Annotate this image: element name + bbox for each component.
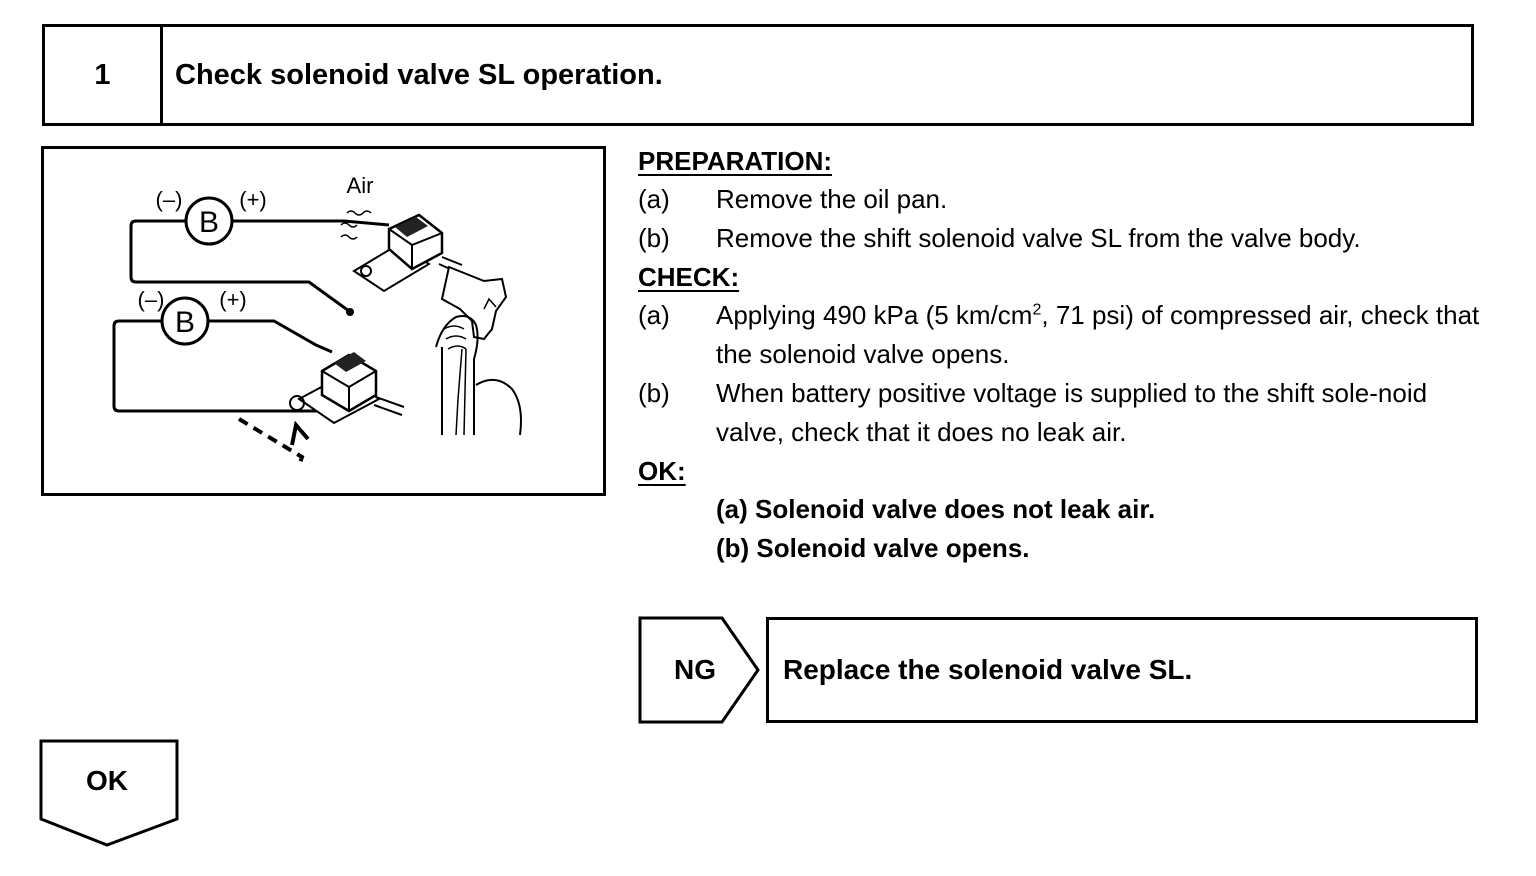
air-flow-icon	[341, 211, 371, 239]
solenoid-test-illustration	[41, 146, 606, 496]
bolt-arrow-icon	[292, 425, 308, 445]
illustration-svg	[44, 149, 603, 493]
ok-label: OK	[86, 765, 128, 796]
plus-label-lower: (+)	[219, 287, 247, 312]
air-label: Air	[346, 173, 374, 198]
ok-spec-heading: OK:	[638, 456, 686, 486]
ok-tag	[39, 739, 181, 849]
minus-label-lower: (–)	[137, 287, 165, 312]
item-text: Remove the oil pan.	[716, 184, 948, 214]
check-heading: CHECK:	[638, 262, 740, 292]
item-label: (a)	[638, 300, 670, 330]
item-label: (a)	[638, 184, 670, 214]
item-text: Remove the shift solenoid valve SL from the valve body.	[716, 223, 1361, 253]
procedure-text	[638, 142, 1488, 568]
superscript: 2	[1032, 301, 1042, 319]
terminal-dot-upper	[346, 308, 354, 316]
air-gun-hand-icon	[436, 267, 521, 435]
ng-tag	[638, 616, 762, 724]
item-label: (b)	[638, 378, 670, 408]
item-text: Applying 490 kPa (5 $km/cm^2$, 71 psi) of compressed air, check that the solenoid valve opens.	[716, 300, 1480, 369]
ng-label: NG	[674, 654, 716, 685]
lower-positive-wire	[207, 321, 332, 352]
preparation-item	[638, 180, 1488, 219]
item-text: When battery positive voltage is supplied to the shift sole-noid valve, check that it does no leak air.	[716, 378, 1428, 447]
battery-label-upper: B	[198, 206, 220, 239]
plus-label-upper: (+)	[239, 187, 267, 212]
ok-spec-line: (a) Solenoid valve does not leak air.	[716, 494, 1156, 524]
step-number: 1	[45, 27, 163, 123]
lower-circuit-wire	[114, 321, 319, 411]
minus-label-upper: (–)	[155, 187, 183, 212]
item-label: (b)	[638, 223, 670, 253]
step-header	[42, 24, 1474, 126]
preparation-heading: PREPARATION:	[638, 146, 833, 176]
check-item	[638, 296, 1488, 374]
preparation-item	[638, 219, 1488, 258]
ng-result-box: Replace the solenoid valve SL.	[766, 617, 1478, 723]
check-item	[638, 374, 1488, 452]
step-title: Check solenoid valve SL operation.	[175, 58, 663, 91]
upper-positive-wire	[232, 221, 389, 225]
battery-label-lower: B	[174, 306, 196, 339]
ok-spec-line: (b) Solenoid valve opens.	[716, 533, 1030, 563]
